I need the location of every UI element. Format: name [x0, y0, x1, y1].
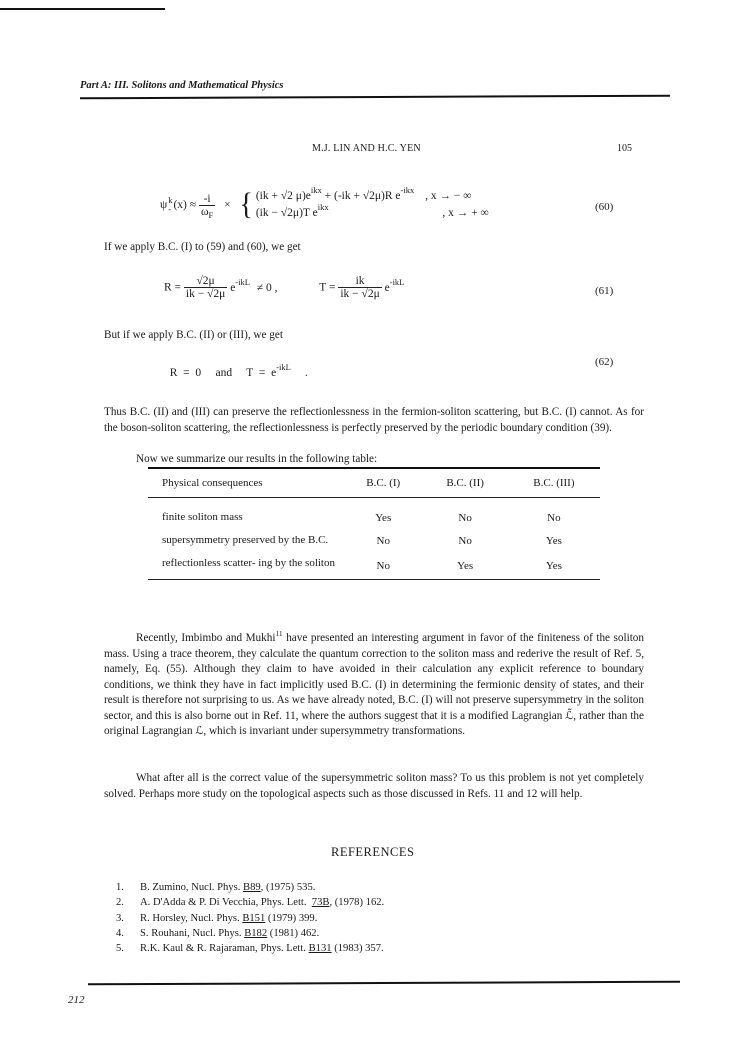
table-header-cell: B.C. (II) — [446, 477, 484, 489]
reference-item — [116, 880, 384, 895]
eq61-R-num: √2μ — [184, 275, 227, 288]
reference-item — [116, 911, 384, 926]
intro-eq62: But if we apply B.C. (II) or (III), we get — [104, 329, 283, 341]
reference-tail: (1979) 399. — [265, 912, 318, 924]
reference-number: 5. — [116, 943, 124, 955]
eq60-times: × — [224, 199, 231, 211]
references-heading: REFERENCES — [331, 845, 415, 859]
table-cell: No — [547, 511, 561, 524]
table-cell: No — [458, 534, 472, 547]
eq60-line1-cond: , x → − ∞ — [425, 190, 472, 202]
table-cell: Yes — [545, 534, 562, 547]
eq60-frac-den: ω — [200, 205, 209, 218]
book-page-number: 212 — [68, 994, 85, 1006]
p3-start: Recently, Imbimbo and Mukhi — [136, 632, 276, 644]
table-header-row — [148, 467, 600, 498]
header-rule — [80, 95, 670, 100]
eq61-R-tail: ≠ 0 , — [256, 281, 278, 294]
eq61-T-exp-base: e — [384, 281, 390, 294]
intro-eq61: If we apply B.C. (I) to (59) and (60), we get — [104, 241, 301, 253]
references-list — [116, 880, 384, 956]
eq60-frac-num: -i — [199, 193, 215, 206]
table-cell: Yes — [457, 559, 474, 572]
eq62-exp: -ikL — [276, 362, 291, 372]
summary-table — [148, 467, 600, 580]
table-header-cell: B.C. (III) — [533, 477, 575, 489]
eq61-R-exp-base: e — [230, 281, 236, 294]
eq60-line1b: + (-ik + √2μ)R e — [321, 190, 401, 202]
paragraph-imbimbo-mukhi — [104, 631, 644, 740]
eq61-R-den: ik − √2μ — [185, 288, 226, 300]
table-cell: No — [458, 511, 472, 524]
equation-62 — [164, 355, 308, 379]
eq60-left-brace: { — [239, 187, 253, 222]
reference-number: 2. — [116, 897, 124, 909]
table-row-label: reflectionless scatter- ing by the soliton — [162, 557, 335, 569]
eq60-psi: ψ — [160, 199, 168, 211]
paragraph-open-problem: What after all is the correct value of the supersymmetric soliton mass? To us this problem is not yet completely solved. Perhaps more study on the topological aspects such as those discussed in Refs. 11 and 12 will help. — [104, 772, 644, 800]
citation-11: 11 — [275, 629, 283, 638]
part-header: Part A: III. Solitons and Mathematical Physics — [80, 80, 284, 91]
table-header-cell: Physical consequences — [162, 477, 263, 489]
eq61-R-lhs: R = — [164, 281, 182, 294]
table-row-label: finite soliton mass — [162, 511, 243, 523]
eq60-psi-sup: k — [168, 195, 173, 205]
eq60-line1: (ik + √2 μ)e — [255, 190, 311, 202]
reference-number: 4. — [116, 927, 124, 939]
eq60-line2: (ik − √2μ)T e — [255, 207, 318, 219]
table-cell: Yes — [375, 511, 392, 524]
table-row — [148, 498, 600, 530]
eq61-T-num: ik — [338, 275, 381, 288]
equation-number-60: (60) — [595, 201, 614, 213]
reference-volume: B182 — [244, 927, 268, 939]
paragraph-reflectionless: Thus B.C. (II) and (III) can preserve the reflectionlessness in the fermion-soliton scattering, but B.C. (I) cannot. As for the boson-soliton scattering, the reflectionlessness is perfectly preserved by the periodic boundary condition (39). — [104, 406, 644, 434]
reference-text: A. D'Adda & P. Di Vecchia, Phys. Lett. — [140, 897, 312, 909]
reference-tail: (1981) 462. — [267, 927, 320, 939]
reference-text: R. Horsley, Nucl. Phys. — [140, 912, 243, 924]
equation-number-62: (62) — [595, 356, 614, 368]
eq60-frac-den-sub: F — [208, 209, 214, 220]
eq60-arg: (x) ≈ — [173, 199, 197, 211]
footer-rule — [88, 981, 680, 986]
equation-60 — [160, 185, 489, 222]
eq60-line2-cond: , x → + ∞ — [442, 207, 489, 219]
eq61-T-den: ik − √2μ — [340, 288, 380, 300]
reference-tail: (1983) 357. — [331, 943, 384, 955]
reference-item — [116, 926, 384, 941]
eq60-psi-scripts — [168, 196, 172, 214]
table-row-label: supersymmetry preserved by the B.C. — [162, 534, 329, 546]
scan-top-rule — [0, 8, 165, 10]
eq62-text: R = 0 and T = e — [169, 367, 277, 379]
journal-page-number: 105 — [617, 143, 632, 154]
eq61-T-lhs: T = — [319, 281, 336, 294]
reference-volume: 73B — [311, 897, 330, 909]
table-row — [148, 529, 600, 552]
eq60-fraction — [199, 193, 215, 218]
reference-text: R.K. Kaul & R. Rajaraman, Phys. Lett. — [140, 943, 309, 955]
reference-volume: B131 — [308, 943, 332, 955]
eq60-psi-sub: - — [168, 204, 172, 214]
eq60-line1-sup: ikx — [310, 185, 322, 195]
eq60-line1b-sup: -ikx — [400, 185, 415, 195]
p3-rest: have presented an interesting argument in favor of the finiteness of the soliton mass. Using a trace theorem, they calculate the quantum correction to the soliton mass and rederive the result of Ref. 5, namely, Eq. (55). Although they claim to have avoided in their calculation any explicit reference to boundary conditions, we think they have in fact implicitly used B.C. (I) in determining the fermionic density of states, and their result is therefore not surprising to us. As we have already noted, B.C. (I) will not preserve supersymmetry in the soliton sector, and this is also borne out in Ref. 11, where the authors suggest that it is a modified Lagrangian ℒ̃, rather than the original Lagrangian ℒ, which is invariant under supersymmetry transformations. — [104, 632, 644, 737]
table-cell: No — [376, 559, 390, 572]
eq60-line2-sup: ikx — [317, 202, 329, 212]
reference-text: B. Zumino, Nucl. Phys. — [140, 882, 243, 893]
paragraph-table-intro: Now we summarize our results in the following table: — [136, 453, 378, 465]
reference-volume: B151 — [242, 912, 266, 924]
reference-item — [116, 895, 384, 910]
reference-tail: , (1975) 535. — [260, 882, 316, 893]
reference-text: S. Rouhani, Nucl. Phys. — [140, 927, 245, 939]
eq62-tail: . — [304, 367, 308, 379]
reference-number: 1. — [116, 882, 124, 893]
table-row — [148, 552, 600, 580]
eq61-R-exp: -ikL — [235, 276, 250, 287]
table-header-cell: B.C. (I) — [366, 477, 401, 489]
eq61-T-fraction — [338, 275, 381, 300]
equation-number-61: (61) — [595, 285, 614, 297]
eq61-R-fraction — [184, 275, 227, 300]
reference-tail: , (1978) 162. — [329, 897, 385, 909]
running-head: M.J. LIN AND H.C. YEN — [312, 143, 421, 154]
eq61-T-exp: -ikL — [389, 276, 405, 287]
table-cell: No — [376, 534, 390, 547]
reference-number: 3. — [116, 912, 124, 924]
reference-item — [116, 941, 384, 956]
equation-61 — [164, 275, 404, 300]
reference-volume: B89 — [243, 882, 261, 893]
table-cell: Yes — [545, 559, 562, 572]
